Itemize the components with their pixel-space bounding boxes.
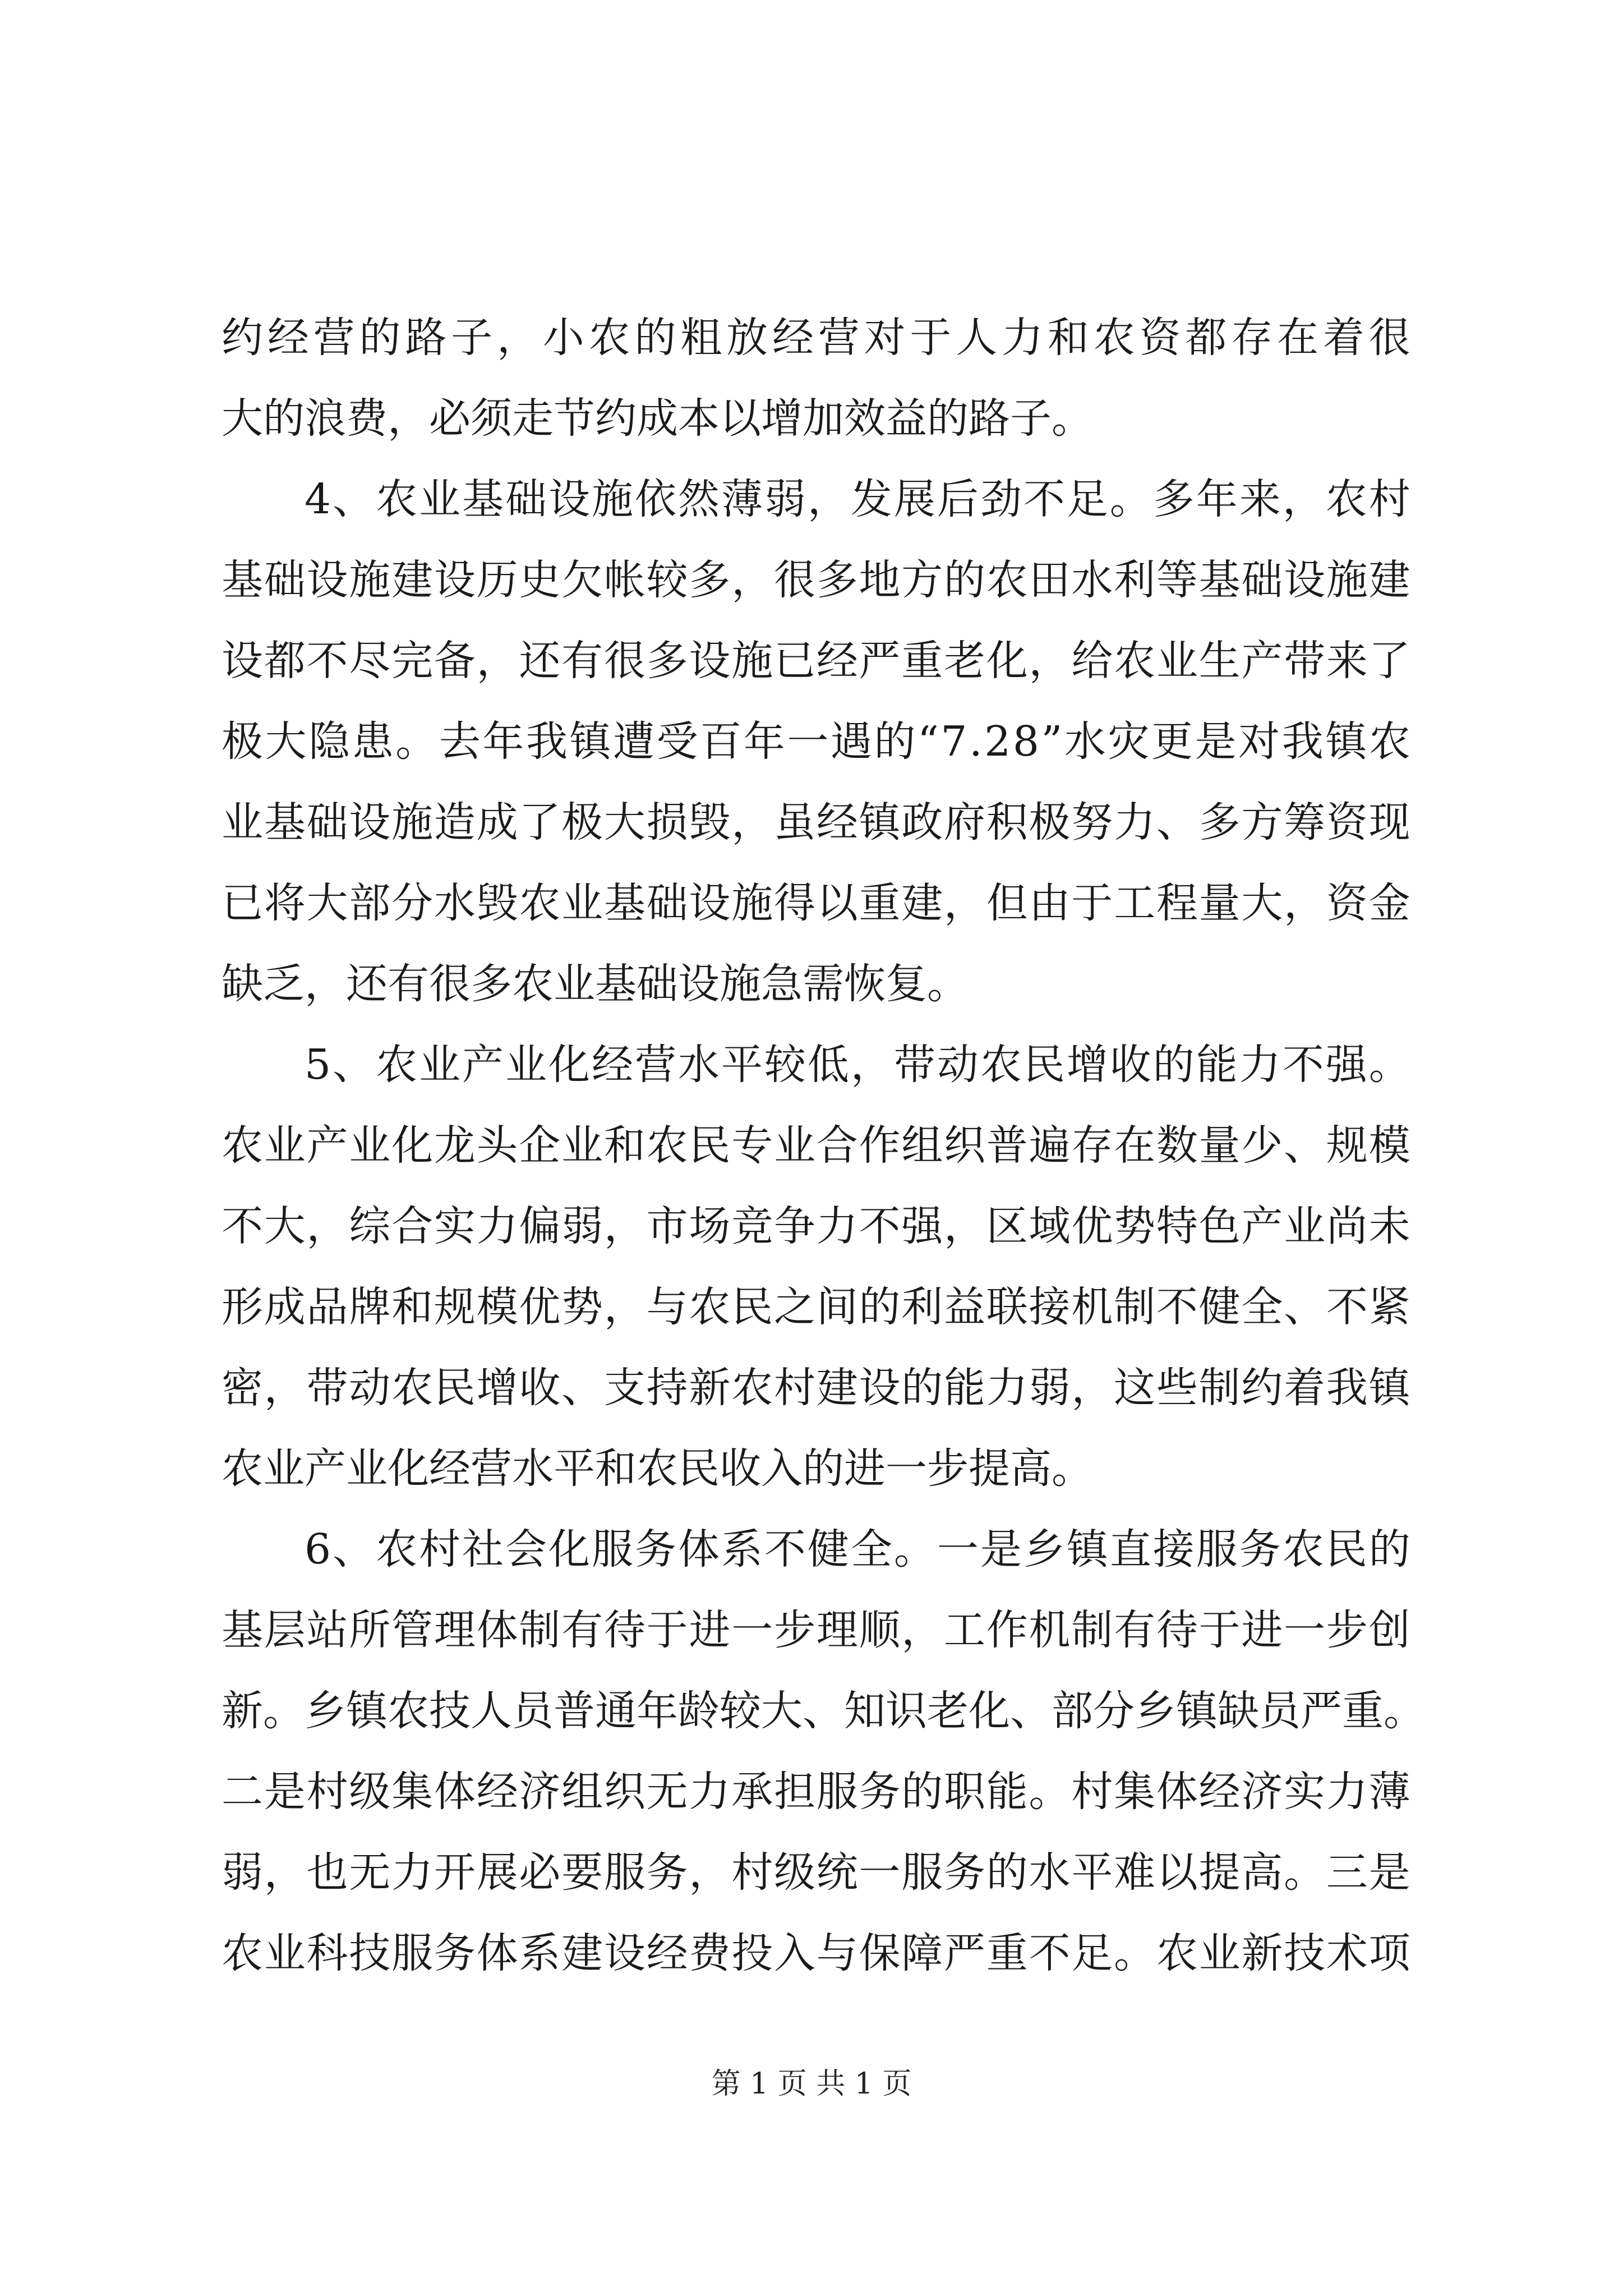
- text-line: 约 经 营 的 路 子 ， 小 农 的 粗 放 经 营 对 于 人 力 和 农 资 都 存 在 着 很: [222, 314, 1410, 362]
- text-line: 农 业 科 技 服 务 体 系 建 设 经 费 投 入 与 保 障 严 重 不 足 。 农 业 新 技 术 项: [222, 1929, 1410, 1977]
- text-line: 大的浪费，必须走节约成本以增加效益的路子。: [222, 394, 1093, 443]
- text-line: 农业产业化经营水平和农民收入的进一步提高。: [222, 1444, 1093, 1493]
- document-body: [222, 297, 1425, 1994]
- text-line: 业 基 础 设 施 造 成 了 极 大 损 毁 ， 虽 经 镇 政 府 积 极 努 力 、 多 方 筹 资 现: [222, 798, 1410, 846]
- text-line: 二 是 村 级 集 体 经 济 组 织 无 力 承 担 服 务 的 职 能 。 村 集 体 经 济 实 力 薄: [222, 1768, 1410, 1816]
- text-line: 形 成 品 牌 和 规 模 优 势 ， 与 农 民 之 间 的 利 益 联 接 机 制 不 健 全 、 不 紧: [222, 1283, 1410, 1331]
- text-line: 基 础 设 施 建 设 历 史 欠 帐 较 多 ， 很 多 地 方 的 农 田 水 利 等 基 础 设 施 建: [222, 556, 1410, 604]
- text-line: 不 大 ， 综 合 实 力 偏 弱 ， 市 场 竞 争 力 不 强 ， 区 域 优 势 特 色 产 业 尚 未: [222, 1202, 1410, 1250]
- text-line: 农 业 产 业 化 龙 头 企 业 和 农 民 专 业 合 作 组 织 普 遍 存 在 数 量 少 、 规 模: [222, 1121, 1410, 1170]
- text-line: 设 都 不 尽 完 备 ， 还 有 很 多 设 施 已 经 严 重 老 化 ， 给 农 业 生 产 带 来 了: [222, 637, 1410, 685]
- page-footer: 第 1 页 共 1 页: [711, 2067, 912, 2101]
- text-line: 基 层 站 所 管 理 体 制 有 待 于 进 一 步 理 顺 ， 工 作 机 制 有 待 于 进 一 步 创: [222, 1606, 1410, 1654]
- text-line: 极 大 隐 患 。 去 年 我 镇 遭 受 百 年 一 遇 的 “ 7 . 2 8 ” 水 灾 更 是 对 我 镇 农: [222, 717, 1410, 766]
- text-line: 6 、 农 村 社 会 化 服 务 体 系 不 健 全 。 一 是 乡 镇 直 接 服 务 农 民 的: [305, 1525, 1410, 1573]
- text-line: 4 、 农 业 基 础 设 施 依 然 薄 弱 ， 发 展 后 劲 不 足 。 多 年 来 ， 农 村: [305, 475, 1410, 523]
- text-line: 已 将 大 部 分 水 毁 农 业 基 础 设 施 得 以 重 建 ， 但 由 于 工 程 量 大 ， 资 金: [222, 879, 1410, 927]
- text-line: 5 、 农 业 产 业 化 经 营 水 平 较 低 ， 带 动 农 民 增 收 的 能 力 不 强 。: [305, 1041, 1410, 1089]
- text-line: 新 。 乡 镇 农 技 人 员 普 通 年 龄 较 大 、 知 识 老 化 、 部 分 乡 镇 缺 员 严 重 。: [222, 1687, 1425, 1735]
- text-line: 密 ， 带 动 农 民 增 收 、 支 持 新 农 村 建 设 的 能 力 弱 ， 这 些 制 约 着 我 镇: [222, 1364, 1410, 1412]
- text-line: 弱 ， 也 无 力 开 展 必 要 服 务 ， 村 级 统 一 服 务 的 水 平 难 以 提 高 。 三 是: [222, 1848, 1410, 1897]
- text-line: 缺乏，还有很多农业基础设施急需恢复。: [222, 960, 969, 1008]
